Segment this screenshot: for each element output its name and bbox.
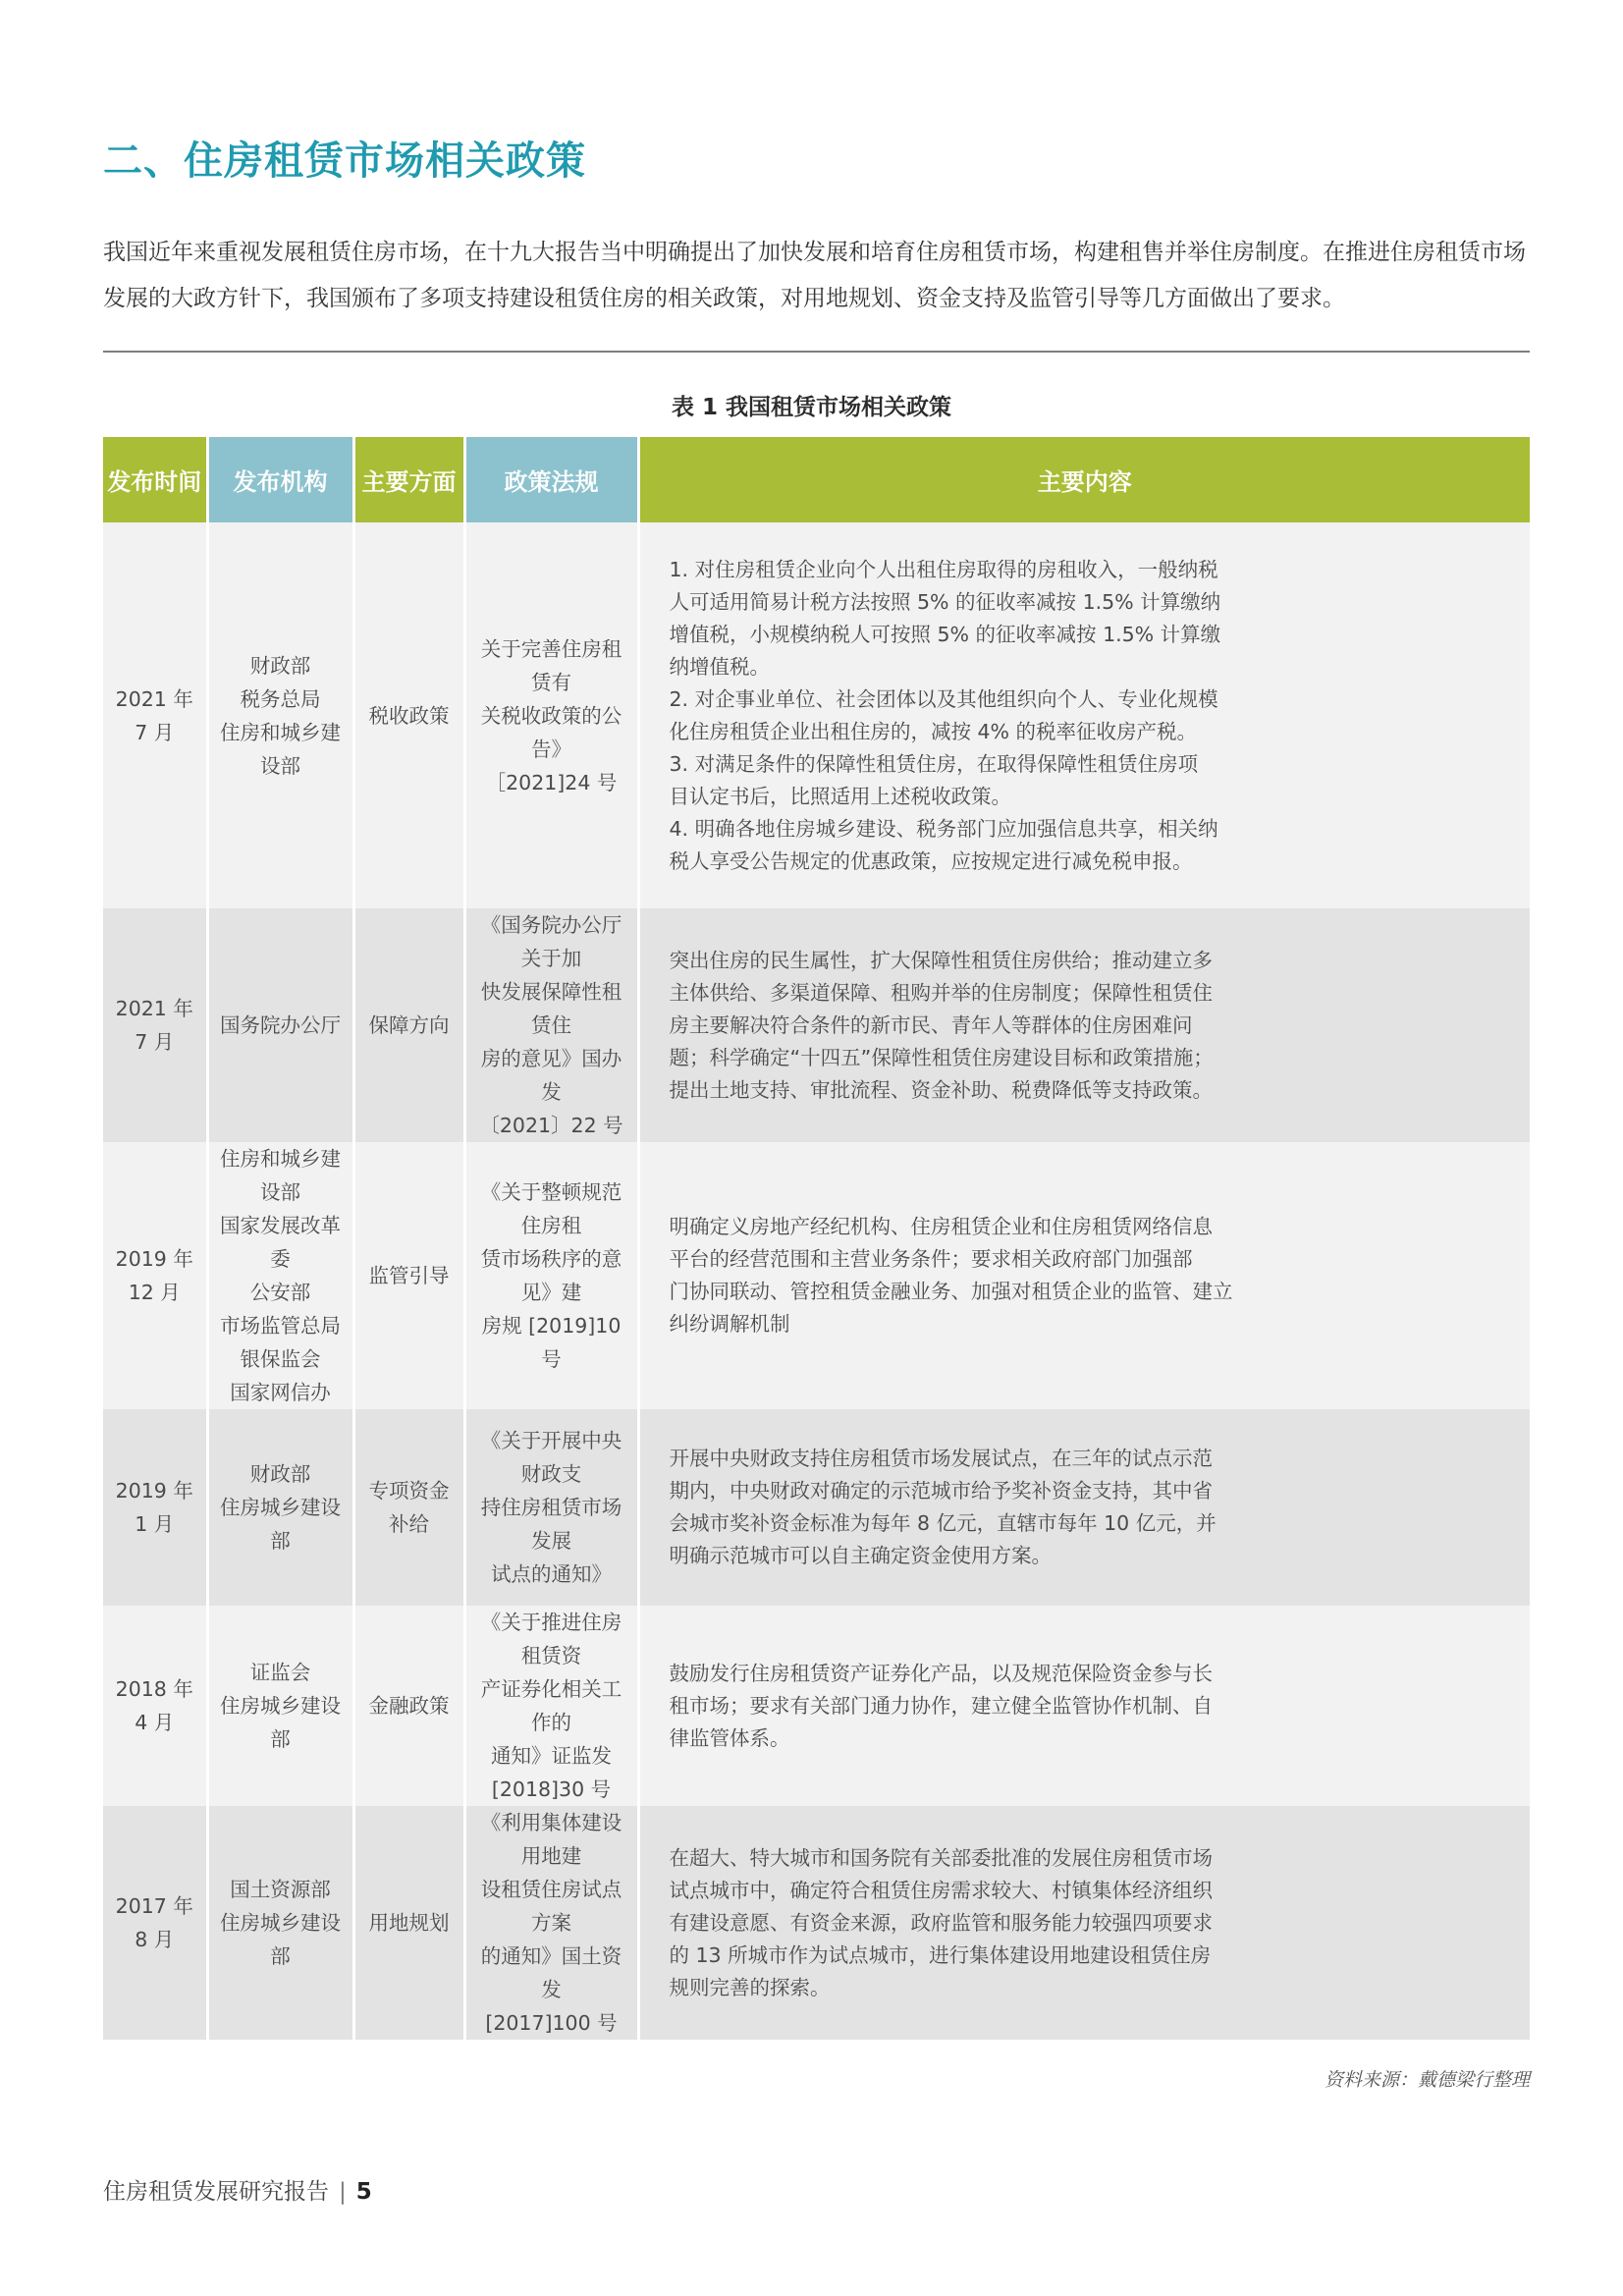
content-line: 有建设意愿、有资金来源，政府监管和服务能力较强四项要求 [669, 1910, 1213, 1935]
cell-date: 2021 年 7 月 [103, 908, 207, 1142]
policy-table [103, 437, 1530, 2040]
cell-content [638, 1142, 1530, 1409]
aspect-line: 监管引导 [368, 1264, 450, 1287]
content-line: 主体供给、多渠道保障、租购并举的住房制度；保障性租赁住 [669, 980, 1213, 1005]
divider-line [103, 351, 1530, 353]
policy-line: 赁市场秩序的意见》建 [480, 1247, 622, 1304]
agency-line: 国家网信办 [230, 1381, 331, 1404]
table-header-row [103, 437, 1530, 522]
footer-report-title: 住房租赁发展研究报告 [103, 2179, 329, 2205]
policy-line: [2018]30 号 [491, 1777, 612, 1801]
cell-policy [464, 1606, 638, 1806]
section-title: 二、住房租赁市场相关政策 [103, 138, 586, 184]
content-line: 租市场；要求有关部门通力协作，建立健全监管协作机制、自 [669, 1693, 1213, 1718]
content-line: 房主要解决符合条件的新市民、青年人等群体的住房困难问 [669, 1012, 1193, 1037]
content-line: 期内，中央财政对确定的示范城市给予奖补资金支持，其中省 [669, 1479, 1213, 1503]
cell-aspect [353, 1142, 464, 1409]
content-line: 会城市奖补资金标准为每年 8 亿元，直辖市每年 10 亿元，并 [669, 1511, 1217, 1535]
cell-aspect [353, 1606, 464, 1806]
content-line: 税人享受公告规定的优惠政策，应按规定进行减免税申报。 [669, 848, 1193, 873]
agency-line: 税务总局 [240, 686, 321, 711]
policy-line: 试点的通知》 [491, 1562, 612, 1586]
policy-line: 的通知》国土资发 [480, 1944, 622, 2001]
table-caption: 表 1 我国租赁市场相关政策 [671, 395, 952, 420]
intro-paragraph: 我国近年来重视发展租赁住房市场，在十九大报告当中明确提出了加快发展和培育住房租赁市场，构建租售并举住房制度。在推进住房租赁市场发展的大政方针下，我国颁布了多项支持建设租赁住房的相关政策，对用地规划、资金支持及监管引导等几方面做出了要求。 [103, 240, 1526, 311]
agency-line: 国土资源部 [230, 1878, 331, 1901]
content-line: 鼓励发行住房租赁资产证券化产品，以及规范保险资金参与长 [669, 1661, 1213, 1685]
content-line: 规则完善的探索。 [669, 1975, 831, 1999]
agency-line: 住房城乡建设部 [220, 1911, 341, 1968]
table-row [103, 1806, 1530, 2040]
policy-line: [2017]100 号 [485, 2011, 618, 2035]
header-date: 发布时间 [103, 437, 207, 522]
content-line: 3. 对满足条件的保障性租赁住房，在取得保障性租赁住房项 [669, 751, 1199, 776]
cell-policy [464, 1409, 638, 1606]
cell-date: 2017 年 8 月 [103, 1806, 207, 2040]
aspect-line: 保障方向 [368, 1013, 450, 1037]
agency-line: 公安部 [249, 1281, 311, 1304]
policy-line: 快发展保障性租赁住 [480, 980, 622, 1037]
agency-line: 住房城乡建设部 [220, 1694, 341, 1751]
policy-line: 《利用集体建设用地建 [480, 1811, 622, 1868]
table-row [103, 1606, 1530, 1806]
cell-aspect [353, 1806, 464, 2040]
footer-separator: | [339, 2179, 347, 2205]
page-footer [103, 2173, 372, 2206]
source-note: 资料来源：戴德梁行整理 [1324, 2069, 1530, 2091]
policy-line: 产证券化相关工作的 [480, 1677, 622, 1734]
cell-content [638, 522, 1530, 908]
cell-policy [464, 1806, 638, 2040]
content-line: 1. 对住房租赁企业向个人出租住房取得的房租收入，一般纳税 [669, 557, 1218, 581]
table-row [103, 1142, 1530, 1409]
content-line: 平台的经营范围和主营业务条件；要求相关政府部门加强部 [669, 1247, 1193, 1271]
cell-aspect [353, 522, 464, 908]
aspect-line: 用地规划 [368, 1911, 450, 1935]
policy-line: 持住房租赁市场发展 [480, 1496, 622, 1553]
aspect-line: 补给 [389, 1512, 429, 1536]
policy-line: 《关于整顿规范住房租 [480, 1180, 622, 1237]
cell-policy [464, 908, 638, 1142]
cell-agency [207, 1806, 353, 2040]
policy-line: 房的意见》国办发 [480, 1047, 622, 1104]
aspect-line: 专项资金 [368, 1479, 450, 1503]
aspect-line: 税收政策 [368, 703, 450, 728]
policy-line: 关税收政策的公告》 [480, 703, 622, 761]
cell-aspect [353, 1409, 464, 1606]
cell-date: 2019 年 1 月 [103, 1409, 207, 1606]
cell-policy [464, 1142, 638, 1409]
content-line: 律监管体系。 [669, 1725, 790, 1750]
policy-line: 通知》证监发 [491, 1744, 612, 1768]
cell-date: 2018 年 4 月 [103, 1606, 207, 1806]
cell-aspect [353, 908, 464, 1142]
cell-agency [207, 1606, 353, 1806]
agency-line: 财政部 [249, 653, 311, 678]
content-line: 试点城市中，确定符合租赁住房需求较大、村镇集体经济组织 [669, 1878, 1213, 1902]
cell-content [638, 908, 1530, 1142]
policy-line: 《国务院办公厅关于加 [480, 913, 622, 970]
cell-agency [207, 908, 353, 1142]
content-line: 题；科学确定“十四五”保障性租赁住房建设目标和政策措施； [669, 1045, 1214, 1069]
table-row [103, 522, 1530, 908]
cell-date: 2021 年 7 月 [103, 522, 207, 908]
cell-agency [207, 1142, 353, 1409]
content-line: 2. 对企事业单位、社会团体以及其他组织向个人、专业化规模 [669, 686, 1218, 711]
content-line: 纠纷调解机制 [669, 1312, 790, 1336]
agency-line: 住房和城乡建设部 [220, 1147, 341, 1204]
agency-line: 住房城乡建设部 [220, 1496, 341, 1553]
table-row [103, 908, 1530, 1142]
policy-line: 《关于开展中央财政支 [480, 1429, 622, 1486]
agency-line: 证监会 [249, 1661, 311, 1684]
content-line: 提出土地支持、审批流程、资金补助、税费降低等支持政策。 [669, 1077, 1213, 1102]
content-line: 明确定义房地产经纪机构、住房租赁企业和住房租赁网络信息 [669, 1215, 1213, 1238]
content-line: 开展中央财政支持住房租赁市场发展试点，在三年的试点示范 [669, 1447, 1213, 1470]
header-policy: 政策法规 [464, 437, 638, 522]
content-line: 突出住房的民生属性，扩大保障性租赁住房供给；推动建立多 [669, 948, 1213, 972]
table-row [103, 1409, 1530, 1606]
content-line: 在超大、特大城市和国务院有关部委批准的发展住房租赁市场 [669, 1845, 1213, 1870]
content-line: 人可适用简易计税方法按照 5% 的征收率减按 1.5% 计算缴纳 [669, 589, 1221, 614]
policy-line: 《关于推进住房租赁资 [480, 1611, 622, 1667]
content-line: 纳增值税。 [669, 654, 770, 679]
policy-line: ［2021]24 号 [485, 770, 618, 794]
cell-content [638, 1606, 1530, 1806]
agency-line: 银保监会 [240, 1347, 321, 1371]
cell-content [638, 1806, 1530, 2040]
agency-line: 国务院办公厅 [220, 1013, 341, 1037]
aspect-line: 金融政策 [368, 1694, 450, 1718]
header-agency: 发布机构 [207, 437, 353, 522]
content-line: 明确示范城市可以自主确定资金使用方案。 [669, 1544, 1052, 1567]
content-line: 门协同联动、管控租赁金融业务、加强对租赁企业的监管、建立 [669, 1280, 1233, 1303]
content-line: 4. 明确各地住房城乡建设、税务部门应加强信息共享，相关纳 [669, 816, 1218, 841]
cell-agency [207, 1409, 353, 1606]
content-line: 化住房租赁企业出租住房的，减按 4% 的税率征收房产税。 [669, 719, 1198, 743]
cell-agency [207, 522, 353, 908]
header-aspect: 主要方面 [353, 437, 464, 522]
policy-line: 房规 [2019]10 号 [481, 1314, 622, 1371]
agency-line: 住房和城乡建设部 [220, 720, 341, 778]
content-line: 的 13 所城市作为试点城市，进行集体建设用地建设租赁住房 [669, 1942, 1212, 1967]
cell-date: 2019 年 12 月 [103, 1142, 207, 1409]
agency-line: 国家发展改革委 [220, 1214, 341, 1271]
agency-line: 财政部 [249, 1462, 311, 1486]
header-content: 主要内容 [638, 437, 1530, 522]
policy-line: 关于完善住房租赁有 [480, 636, 622, 694]
content-line: 增值税，小规模纳税人可按照 5% 的征收率减按 1.5% 计算缴 [669, 622, 1221, 646]
content-line: 目认定书后，比照适用上述税收政策。 [669, 784, 1011, 808]
page-number: 5 [355, 2179, 372, 2205]
cell-policy [464, 522, 638, 908]
cell-content [638, 1409, 1530, 1606]
policy-line: 设租赁住房试点方案 [480, 1878, 622, 1935]
policy-line: 〔2021〕22 号 [479, 1114, 623, 1137]
agency-line: 市场监管总局 [220, 1314, 341, 1338]
